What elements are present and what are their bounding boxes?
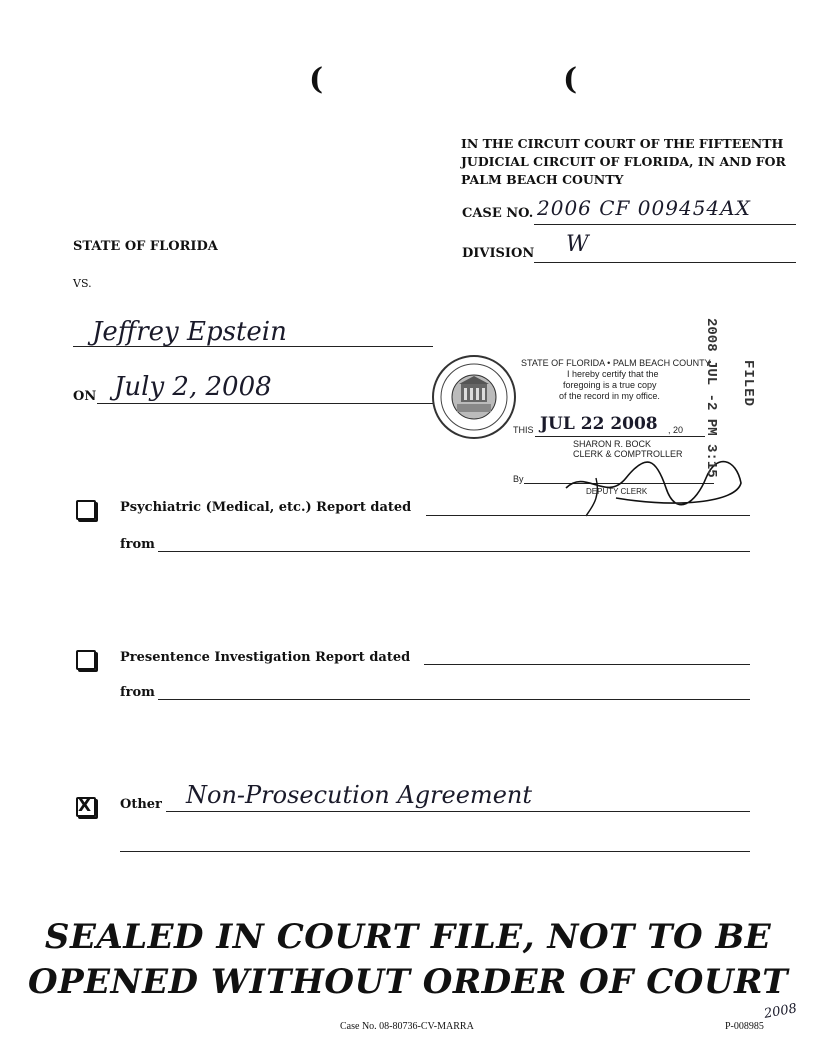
sealed-notice-line1: SEALED IN COURT FILE, NOT TO BE (44, 917, 772, 957)
case-number-value: 2006 CF 009454AX (537, 196, 751, 220)
stamp-this-label: THIS (513, 425, 534, 435)
court-header-line1: IN THE CIRCUIT COURT OF THE FIFTEENTH (461, 136, 784, 151)
defendant-line (73, 346, 433, 347)
defendant-name: Jeffrey Epstein (92, 317, 287, 347)
other-line (166, 811, 750, 812)
other-value: Non-Prosecution Agreement (186, 781, 532, 809)
stamp-text4: of the record in my office. (559, 391, 660, 401)
case-number-line (534, 224, 796, 225)
stamp-date: JUL 22 2008 (540, 414, 658, 434)
psychiatric-report-checkbox[interactable] (76, 500, 96, 520)
case-number-label: CASE NO. (462, 206, 534, 221)
psychiatric-from-line (158, 551, 750, 552)
stamp-year-label: , 20 (668, 425, 684, 435)
stamp-this-line (535, 436, 705, 437)
filed-date-stamp: 2008 JUL -2 PM 3:15 (703, 318, 719, 478)
presentence-from-line (158, 699, 750, 700)
top-mark-right: ( (563, 62, 578, 97)
court-header (461, 135, 801, 189)
certification-stamp (521, 358, 711, 402)
psychiatric-report-label: Psychiatric (Medical, etc.) Report dated (120, 500, 412, 515)
on-date-value: July 2, 2008 (114, 372, 272, 402)
on-label: ON (73, 389, 97, 404)
vs-label: VS. (73, 277, 92, 290)
footer-handwritten-date: 2008 (762, 1001, 799, 1022)
other-label: Other (120, 797, 162, 812)
on-date-line (97, 403, 433, 404)
court-header-line2: JUDICIAL CIRCUIT OF FLORIDA, IN AND FOR (461, 154, 786, 169)
division-line (534, 262, 796, 263)
other-line-2 (120, 851, 750, 852)
stamp-deputy-label: DEPUTY CLERK (586, 487, 648, 496)
psychiatric-from-label: from (120, 537, 155, 552)
stamp-text2: I hereby certify that the (567, 369, 659, 379)
presentence-report-date-line (424, 664, 750, 665)
stamp-by-label: By (513, 474, 524, 484)
clerk-seal-icon (431, 354, 517, 440)
stamp-clerk-title: CLERK & COMPTROLLER (573, 449, 683, 459)
presentence-report-checkbox[interactable] (76, 650, 96, 670)
division-label: DIVISION (462, 246, 535, 261)
stamp-text3: foregoing is a true copy (563, 380, 657, 390)
court-header-line3: PALM BEACH COUNTY (461, 172, 624, 187)
footer-page-id: P-008985 (725, 1021, 764, 1032)
top-mark-left: ( (309, 62, 324, 97)
psychiatric-report-date-line (426, 515, 750, 516)
presentence-report-label: Presentence Investigation Report dated (120, 650, 411, 665)
state-label: STATE OF FLORIDA (73, 239, 218, 254)
presentence-from-label: from (120, 685, 155, 700)
sealed-notice-line2: OPENED WITHOUT ORDER OF COURT (27, 962, 789, 1002)
stamp-text1: STATE OF FLORIDA • PALM BEACH COUNTY (521, 358, 711, 368)
check-mark-icon: X (78, 796, 92, 816)
filed-label: FILED (740, 360, 756, 408)
division-value: W (566, 232, 589, 257)
other-checkbox[interactable] (76, 797, 96, 817)
footer-case-number: Case No. 08-80736-CV-MARRA (340, 1021, 474, 1032)
stamp-clerk-name: SHARON R. BOCK (573, 439, 652, 449)
